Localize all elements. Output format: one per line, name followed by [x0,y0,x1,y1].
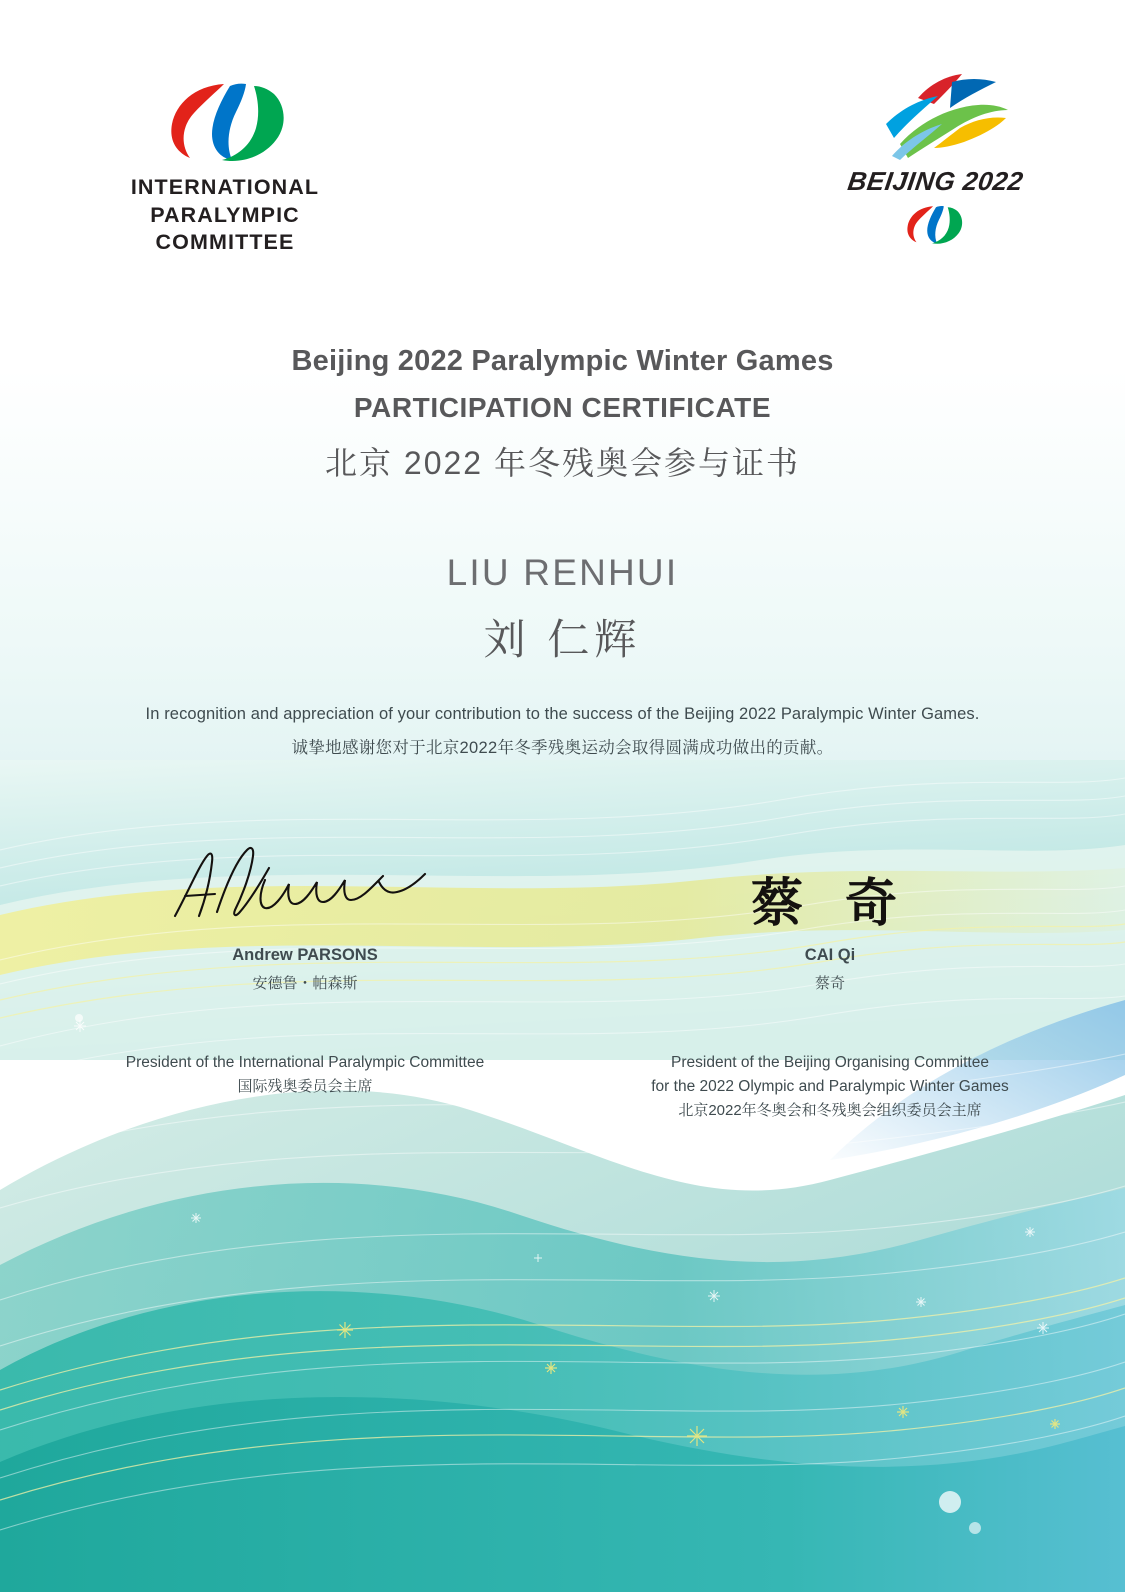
signature-mark-parsons [95,835,515,930]
signatory-name-chinese: 安德鲁・帕森斯 [252,975,358,992]
citation-chinese: 诚挚地感谢您对于北京2022年冬季残奥运动会取得圆满成功做出的贡献。 [291,739,834,757]
title-chinese: 北京 2022 年冬残奥会参与证书 [325,445,800,481]
recipient-name-block [0,552,1125,667]
ipc-name-line-2: PARALYMPIC [150,202,300,227]
paralympic-agitos-icon [150,80,310,165]
signatory-name-chinese: 蔡奇 [814,975,845,992]
signature-mark-cai-qi [620,835,1040,934]
recipient-name-latin: LIU RENHUI [446,552,679,593]
signatory-name-latin: CAI Qi [804,946,856,964]
signatory-role-chinese: 北京2022年冬奥会和冬残奥会组织委员会主席 [678,1102,982,1120]
handwritten-signature-icon [155,838,455,930]
recipient-name-chinese: 刘 仁辉 [483,616,642,663]
signatory-name-latin: Andrew PARSONS [232,946,378,964]
ipc-logo [95,80,355,257]
signatory-role-english-line-2: for the 2022 Olympic and Paralympic Winter Games [651,1078,1009,1096]
signatory-role-chinese: 国际残奥委员会主席 [237,1078,373,1096]
citation-english: In recognition and appreciation of your contribution to the success of the Beijing 2022 Paralympic Winter Games. [145,705,980,723]
ipc-name-line-1: INTERNATIONAL [130,175,320,199]
paralympic-agitos-icon-small [897,203,975,247]
certificate-titles [0,345,1125,484]
title-games: Beijing 2022 Paralympic Winter Games [291,345,834,377]
beijing-2022-logo [828,72,1043,247]
signatory-role-english: President of the International Paralympic Committee [125,1054,485,1071]
signatory-role-english-line-1: President of the Beijing Organising Committee [671,1054,989,1071]
signatory-role-english [620,1051,1040,1099]
beijing-2022-emblem-icon [856,72,1016,162]
signature-block-bocog-president [620,835,1040,1123]
title-certificate-type: PARTICIPATION CERTIFICATE [353,392,772,423]
ipc-name-line-3: COMMITTEE [155,230,295,255]
beijing-wordmark: BEIJING 2022 [845,166,1026,196]
ipc-name [95,174,355,257]
handwritten-signature-cjk-icon: 蔡 奇 [750,873,910,934]
signature-block-ipc-president [95,835,515,1099]
citation-block [0,705,1125,758]
